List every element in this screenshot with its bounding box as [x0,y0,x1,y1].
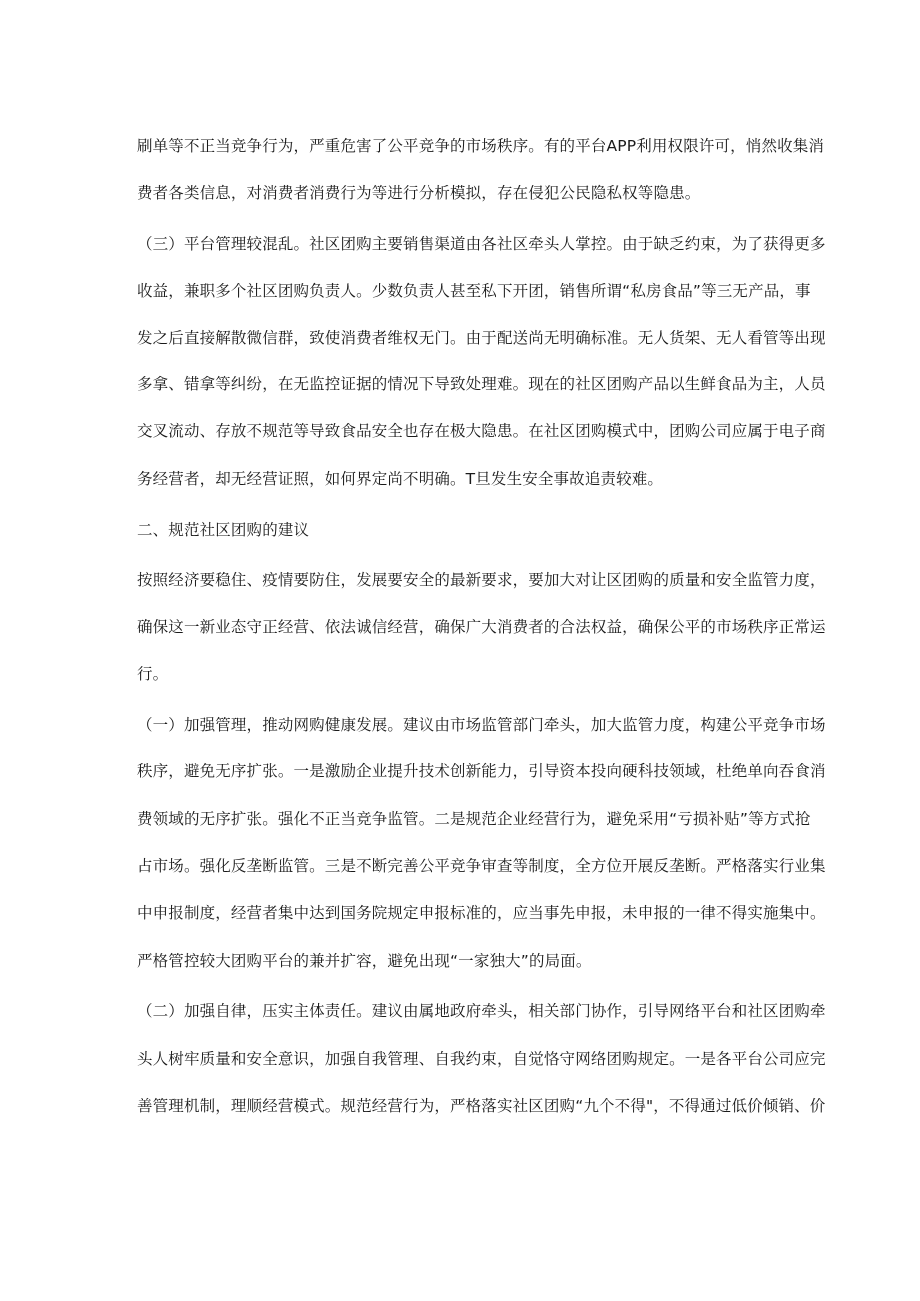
text-line: 善管理机制，理顺经营模式。规范经营行为，严格落实社区团购“九个不得"，不得通过低价倾销、价 [137,1097,826,1115]
text-line: 费者各类信息，对消费者消费行为等进行分析模拟，存在侵犯公民隐私权等隐患。 [137,184,701,202]
text-line: 费领域的无序扩张。强化不正当竞争监管。二是规范企业经营行为，避免采用“亏损补贴”等方式抢 [137,810,811,828]
text-line: 发之后直接解散微信群，致使消费者维权无门。由于配送尚无明确标准。无人货架、无人看管等出现 [137,329,826,347]
text-line: 收益，兼职多个社区团购负责人。少数负责人甚至私下开团，销售所谓“私房食品”等三无产品，事 [137,282,811,300]
text-line: （二）加强自律，压实主体责任。建议由属地政府牵头，相关部门协作，引导网络平台和社区团购牵 [137,1002,826,1020]
text-line: 交叉流动、存放不规范等导致食品安全也存在极大隐患。在社区团购模式中，团购公司应属于电子商 [137,422,826,440]
text-line: 务经营者，却无经营证照，如何界定尚不明确。T旦发生安全事故追责较难。 [137,470,664,488]
text-line: 头人树牢质量和安全意识，加强自我管理、自我约束，自觉恪守网络团购规定。一是各平台公司应完 [137,1050,826,1068]
text-line: 秩序，避免无序扩张。一是激励企业提升技术创新能力，引导资本投向硬科技领域，杜绝单向吞食消 [137,762,826,780]
text-line: 按照经济要稳住、疫情要防住，发展要安全的最新要求，要加大对让区团购的质量和安全监管力度， [137,571,826,589]
text-line: 中申报制度，经营者集中达到国务院规定申报标准的，应当事先申报，未申报的一律不得实施集中。 [137,904,826,922]
text-line: 严格管控较大团购平台的兼并扩容，避免出现“一家独大”的局面。 [137,952,592,970]
text-line: 占市场。强化反垄断监管。三是不断完善公平竞争审查等制度，全方位开展反垄断。严格落实行业集 [137,857,826,875]
section-heading: 二、规范社区团购的建议 [137,521,310,539]
text-line: （三）平台管理较混乱。社区团购主要销售渠道由各社区牵头人掌控。由于缺乏约束，为了获得更多 [137,235,826,253]
text-line: 刷单等不正当竞争行为，严重危害了公平竞争的市场秩序。有的平台APP利用权限许可，悄然收集消 [137,137,825,155]
text-line: （一）加强管理，推动网购健康发展。建议由市场监管部门牵头，加大监管力度，构建公平竞争市场 [137,716,826,734]
text-line: 多拿、错拿等纠纷，在无监控证据的情况下导致处理难。现在的社区团购产品以生鲜食品为主，人员 [137,375,826,393]
text-line: 行。 [137,665,169,683]
text-line: 确保这一新业态守正经营、依法诚信经营，确保广大消费者的合法权益，确保公平的市场秩序正常运 [137,618,826,636]
